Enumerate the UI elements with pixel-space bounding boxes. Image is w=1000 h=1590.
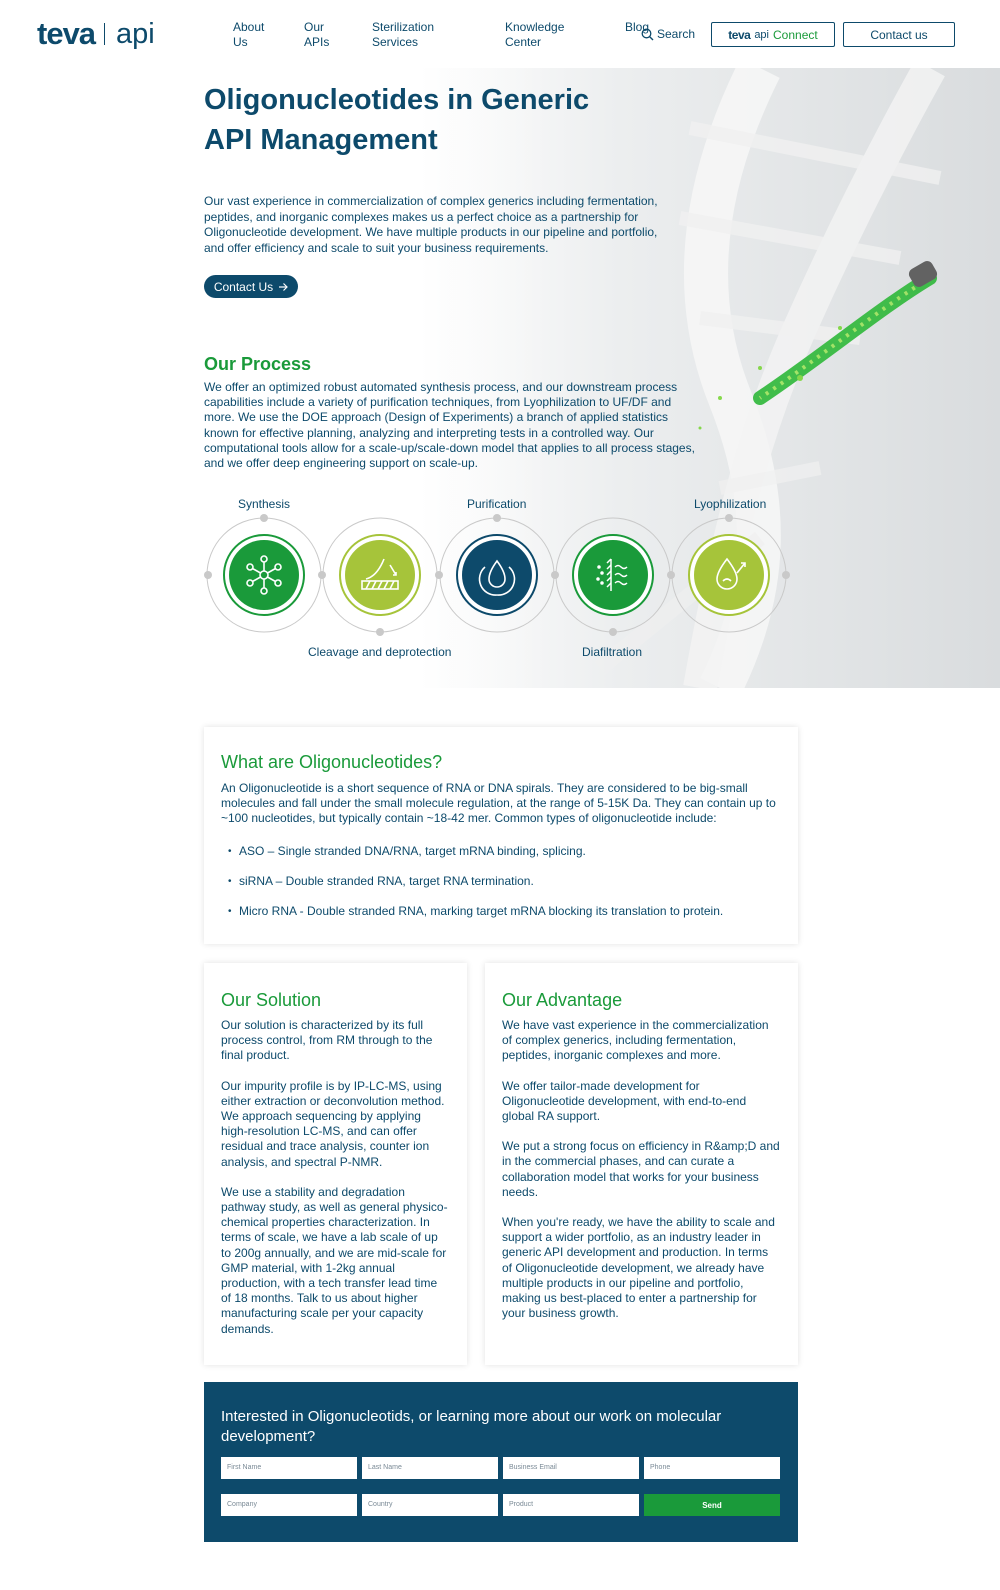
list-item: • Micro RNA - Double stranded RNA, marking target mRNA blocking its translation to protein.	[221, 904, 781, 919]
what-description: An Oligonucleotide is a short sequence of RNA or DNA spirals. They are considered to be big-small molecules and fall under the small molecule regulation, at the range of 5-15K Da. They can contain up to ~100 nucleotides, but typically contain ~18-42 mer. Common types of oligonucleotide include:	[221, 781, 776, 826]
last-name-field[interactable]: Last Name	[362, 1457, 498, 1479]
our-solution-card	[204, 963, 467, 1365]
logo-api-text: api	[116, 17, 155, 50]
nav-blog[interactable]: Blog	[625, 20, 650, 34]
hero-description: Our vast experience in commercialization of complex generics including fermentation, peptides, and inorganic complexes makes us a perfect choice as a partnership for Oligonucleotide development. We have multiple products in our pipeline and portfolio, and offer efficiency and scale to suit your business requirements.	[204, 194, 658, 255]
process-title: Our Process	[204, 354, 312, 374]
step-label-synthesis: Synthesis	[238, 497, 291, 511]
list-item: • ASO – Single stranded DNA/RNA, target mRNA binding, splicing.	[221, 844, 781, 859]
list-item: • siRNA – Double stranded RNA, target RNA termination.	[221, 874, 781, 889]
send-button[interactable]: Send	[644, 1494, 780, 1516]
advantage-paragraph: We offer tailor-made development for Oligonucleotide development, with end-to-end global RA support.	[502, 1078, 747, 1124]
phone-field[interactable]: Phone	[644, 1457, 780, 1479]
step-label-diafiltration: Diafiltration	[582, 645, 643, 659]
first-name-field[interactable]: First Name	[221, 1457, 357, 1479]
step-cleavage-badge[interactable]	[338, 533, 422, 617]
step-label-purification: Purification	[467, 497, 527, 511]
solution-paragraph: We use a stability and degradation pathway study, as well as general physico-chemical properties characterization. In terms of scale, we have a lab scale of up to 200g annually, and we are mid-scale for GMP material, with 1-2kg annual production, with a tech transfer lead time of 18 months. Talk to us about higher manufacturing scale per your capacity demands.	[221, 1184, 448, 1336]
company-field[interactable]: Company	[221, 1494, 357, 1516]
solution-paragraph: Our impurity profile is by IP-LC-MS, using either extraction or deconvolution method. We approach sequencing by applying high-resolution LC-MS, and can offer residual and trace analysis, counter ion analysis, and spectral P-NMR.	[221, 1078, 445, 1169]
what-title: What are Oligonucleotides?	[221, 752, 443, 772]
search-icon	[641, 28, 654, 41]
contact-us-button[interactable]: Contact us	[843, 22, 955, 47]
step-label-lyophilization: Lyophilization	[694, 497, 767, 511]
step-diafiltration-badge[interactable]	[571, 533, 655, 617]
business-email-field[interactable]: Business Email	[503, 1457, 639, 1479]
our-advantage-card	[485, 963, 798, 1365]
advantage-paragraph: We have vast experience in the commercialization of complex generics, including fermentation, peptides, inorganic complexes and more.	[502, 1018, 769, 1063]
advantage-paragraph: We put a strong focus on efficiency in R&amp;D and in the commercial phases, and can curate a collaboration model that works for your business needs.	[502, 1139, 780, 1199]
connect-api-text: api	[754, 28, 769, 41]
solution-paragraph: Our solution is characterized by its full process control, from RM through to the final product.	[221, 1018, 433, 1063]
site-header	[0, 0, 1000, 68]
step-lyophilization-badge[interactable]	[687, 533, 771, 617]
page-title: Oligonucleotides in Generic API Management	[204, 84, 590, 156]
oligonucleotide-types-list	[221, 844, 781, 919]
process-description: We offer an optimized robust automated synthesis process, and our downstream process capabilities include a variety of purification techniques, from Lyophilization to UF/DF and more. We use the DOE approach (Design of Experiments) a branch of applied statistics known for effective planning, analyzing and interpreting tests in a controlled way. Our computational tools allow for a scale-up/scale-down model that applies to all process stages, and we offer deep engineering support on scale-up.	[204, 380, 695, 471]
what-are-oligonucleotides-card	[204, 727, 798, 944]
logo-teva-text: teva	[37, 16, 96, 51]
nav-sterilization-services[interactable]: Sterilization Services	[372, 20, 435, 49]
nav-our-apis[interactable]: Our APIs	[304, 20, 330, 49]
form-title: Interested in Oligonucleotids, or learning more about our work on molecular development?	[221, 1408, 722, 1445]
product-field[interactable]: Product	[503, 1494, 639, 1516]
search-label: Search	[657, 27, 696, 41]
hero-section	[0, 68, 1000, 688]
solution-title: Our Solution	[221, 990, 322, 1010]
process-steps	[0, 68, 1000, 688]
teva-api-logo[interactable]	[37, 16, 155, 52]
step-purification-badge[interactable]	[455, 533, 539, 617]
logo-divider	[104, 23, 105, 45]
connect-label: Connect	[773, 27, 818, 42]
country-field[interactable]: Country	[362, 1494, 498, 1516]
step-label-cleavage: Cleavage and deprotection	[308, 645, 452, 659]
teva-api-connect-button[interactable]	[711, 22, 835, 47]
advantage-paragraph: When you're ready, we have the ability to scale and support a wider portfolio, as an industry leader in generic API development and production. In terms of Oligonucleotide development, we already have multiple products in our pipeline and portfolio, making us best-placed to enter a partnership for your business growth.	[502, 1215, 775, 1321]
search-button[interactable]	[641, 27, 695, 41]
hero-contact-us-label: Contact Us	[213, 279, 274, 294]
nav-knowledge-center[interactable]: Knowledge Center	[505, 20, 565, 49]
nav-about-us[interactable]: About Us	[233, 20, 265, 49]
advantage-title: Our Advantage	[502, 990, 623, 1010]
contact-form	[204, 1382, 798, 1542]
connect-teva-text: teva	[728, 27, 751, 42]
step-synthesis-badge[interactable]	[222, 533, 306, 617]
